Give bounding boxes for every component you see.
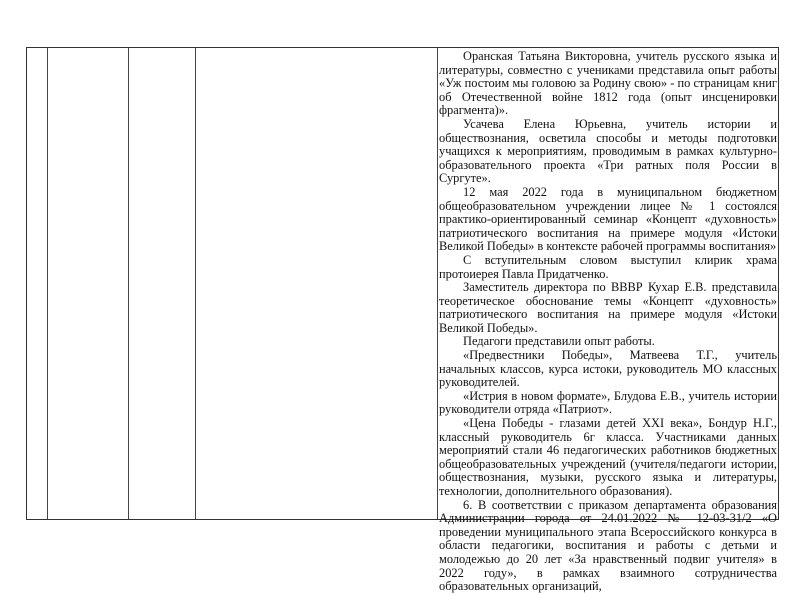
paragraph: Усачева Елена Юрьевна, учитель истории и обществознания, осветила способы и методы подготовки учащихся к мероприятиям, проводимым в рамках культурно-образовательного проекта «Три ратных поля России в Сургуте». <box>439 116 777 186</box>
table-cell-description <box>439 50 777 594</box>
column-divider-4 <box>437 48 438 519</box>
paragraph: Педагоги представили опыт работы. <box>463 334 655 349</box>
paragraph: «Истрия в новом формате», Блудова Е.В., учитель истории руководители отряда «Патриот». <box>439 388 777 417</box>
document-table <box>26 47 779 594</box>
paragraph: Заместитель директора по ВВВР Кухар Е.В. представила теоретическое обоснование темы «Концепт «духовность» патриотического воспитания на примере модуля «Истоки Великой Победы». <box>439 280 777 335</box>
column-divider-1 <box>47 48 48 519</box>
paragraph: С вступительным словом выступил клирик храма протоиерея Павла Придатченко. <box>439 252 777 281</box>
paragraph: 12 мая 2022 года в муниципальном бюджетном общеобразовательном учреждении лицее № 1 состоялся практико-ориентированный семинар «Концепт «духовность» патриотического воспитания на примере модуля «Истоки Великой Победы» в контексте рабочей программы воспитания» <box>439 184 777 254</box>
paragraph: «Цена Победы - глазами детей XXI века», Бондур Н.Г., классный руководитель 6г класса. Участниками данных мероприятий стали 46 педагогических работников бюджетных общеобразовательных учреждений (учителя/педагоги истории, обществознания, музыки, русского языка и литературы, технологии, дополнительного образования). <box>439 416 777 498</box>
paragraph: 6. В соответствии с приказом департамента образования Администрации города от 24.01.2022 № 12-03-31/2 «О проведении муниципального этапа Всероссийского конкурса в области педагогики, воспитания и работы с детьми и молодежью до 20 лет «За нравственный подвиг учителя» в 2022 году», в рамках взаимного сотрудничества образовательных организаций, <box>439 497 777 594</box>
column-divider-2 <box>128 48 129 519</box>
paragraph: «Предвестники Победы», Матвеева Т.Г., учитель начальных классов, курса истоки, руководитель МО классных руководителей. <box>439 348 777 390</box>
paragraph: Оранская Татьяна Викторовна, учитель русского языка и литературы, совместно с учениками представила опыт работы «Уж постоим мы головою за Родину свою» - по страницам книг об Отечественной войне 1812 года (опыт инсценировки фрагмента)». <box>439 49 777 118</box>
column-divider-3 <box>195 48 196 519</box>
